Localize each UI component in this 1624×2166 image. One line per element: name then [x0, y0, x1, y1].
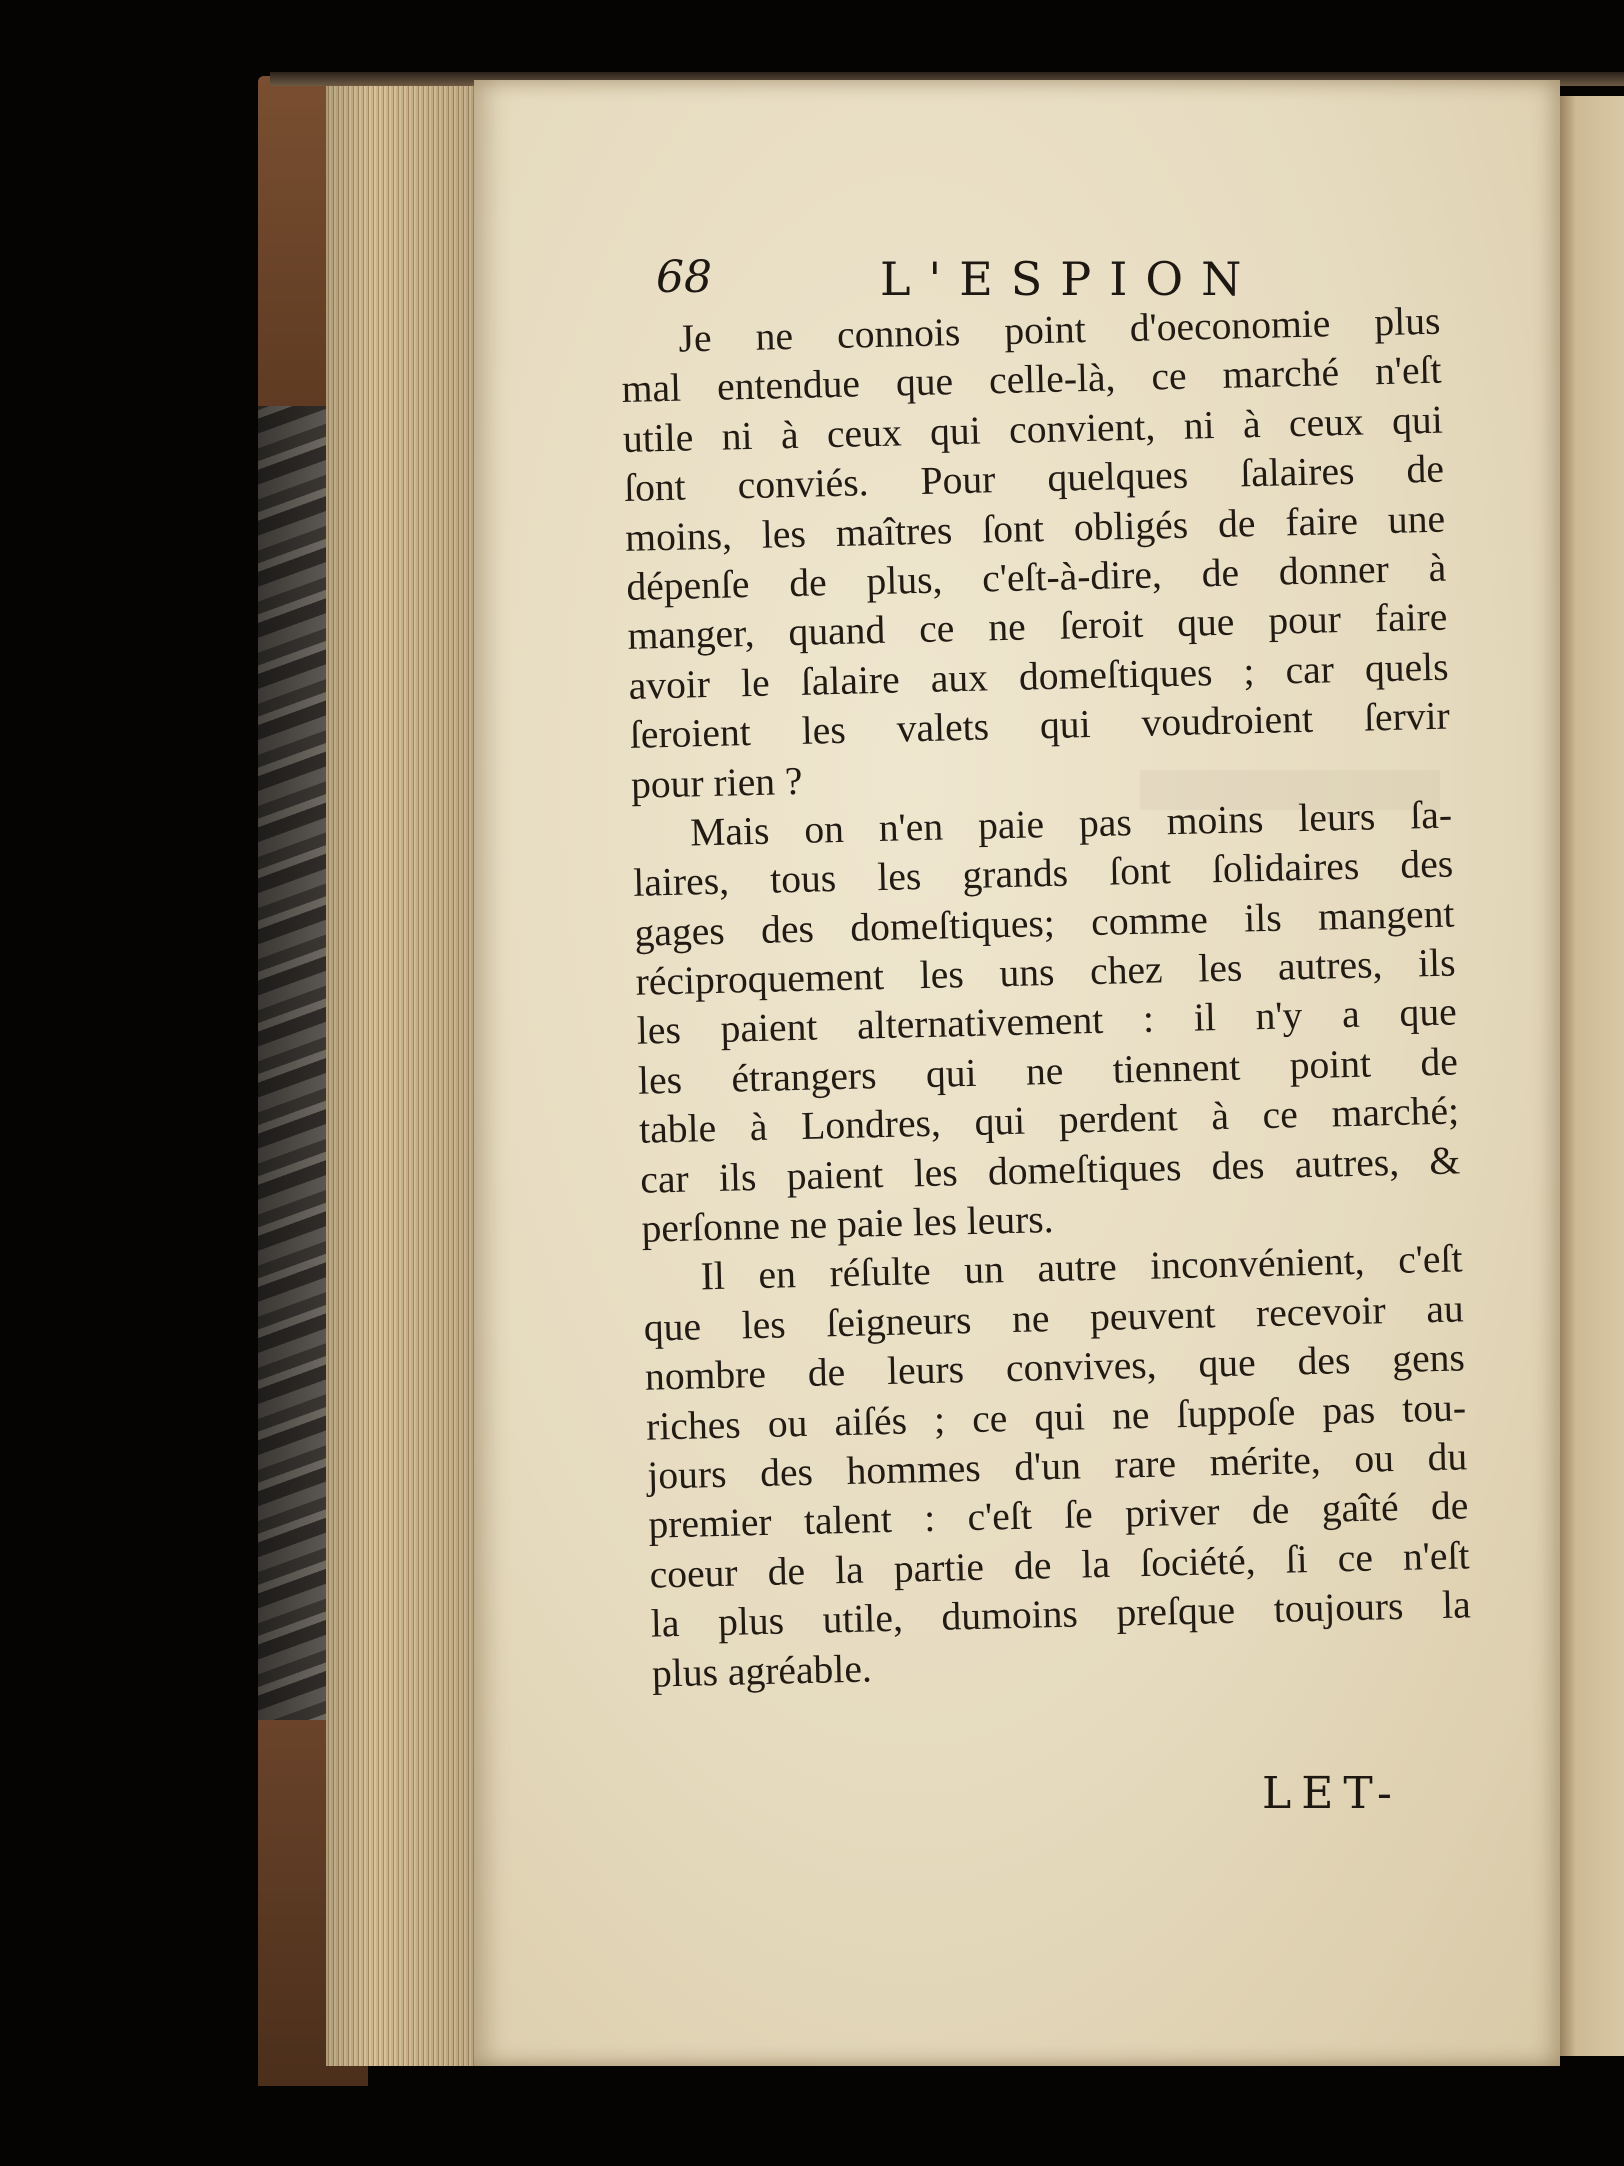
page-edges [326, 80, 482, 2066]
running-head: L'ESPION [880, 252, 1260, 306]
text-line: Je ne connois point d'oeconomie plus [678, 298, 1441, 361]
text-line: laires, tous les grands ſont ſolidaires des [632, 841, 1454, 906]
text-line: mal entendue que celle-là, ce marché n'eſt [621, 348, 1443, 412]
text-line: premier talent : c'eſt ſe priver de gaîté de [647, 1483, 1469, 1548]
text-line: Il en réſulte un autre inconvénient, c'eſt [700, 1236, 1463, 1299]
page-number: 68 [656, 252, 712, 303]
text-line: coeur de la partie de la ſociété, ſi ce n'eſt [649, 1533, 1470, 1597]
text-line: car ils paient les domeſtiques des autres, & [639, 1138, 1461, 1202]
text-line: utile ni à ceux qui convient, ni à ceux qui [622, 397, 1444, 461]
text-line: réciproquement les uns chez les autres, ils [635, 940, 1456, 1004]
text-line: avoir le ſalaire aux domeſtiques ; car quels [628, 644, 1450, 708]
text-line: les étrangers qui ne tiennent point de [637, 1039, 1459, 1103]
text-line: la plus utile, dumoins preſque toujours la [650, 1582, 1472, 1646]
text-line: ſont conviés. Pour quelques ſalaires de [623, 446, 1445, 511]
text-line: Mais on n'en paie pas moins leurs ſa- [689, 792, 1453, 855]
text-line: riches ou aiſés ; ce qui ne ſuppoſe pas tou- [645, 1384, 1467, 1449]
text-line: nombre de leurs convives, que des gens [644, 1335, 1466, 1399]
text-line: jours des hommes d'un rare mérite, ou du [646, 1434, 1468, 1498]
text-line: table à Londres, qui perdent à ce marché; [638, 1088, 1460, 1153]
text-line: ſeroient les valets qui voudroient ſervir [629, 693, 1451, 758]
text-line: dépenſe de plus, c'eſt-à-dire, de donner à [625, 545, 1447, 609]
text-line: pour rien ? [630, 758, 803, 807]
body-text [620, 297, 1472, 1699]
text-line: perſonne ne paie les leurs. [640, 1197, 1055, 1251]
text-line: les paient alternativement : il n'y a que [636, 989, 1458, 1054]
text-line: manger, quand ce ne ſeroit que pour faire [627, 594, 1448, 659]
text-line: que les ſeigneurs ne peuvent recevoir au [643, 1286, 1465, 1350]
text-line: plus agréable. [651, 1645, 873, 1696]
text-line: gages des domeſtiques; comme ils mangent [634, 891, 1455, 955]
catchword: LET- [1262, 1768, 1402, 1819]
text-line: moins, les maîtres ſont obligés de faire une [624, 496, 1446, 560]
facing-page [1556, 96, 1624, 2056]
